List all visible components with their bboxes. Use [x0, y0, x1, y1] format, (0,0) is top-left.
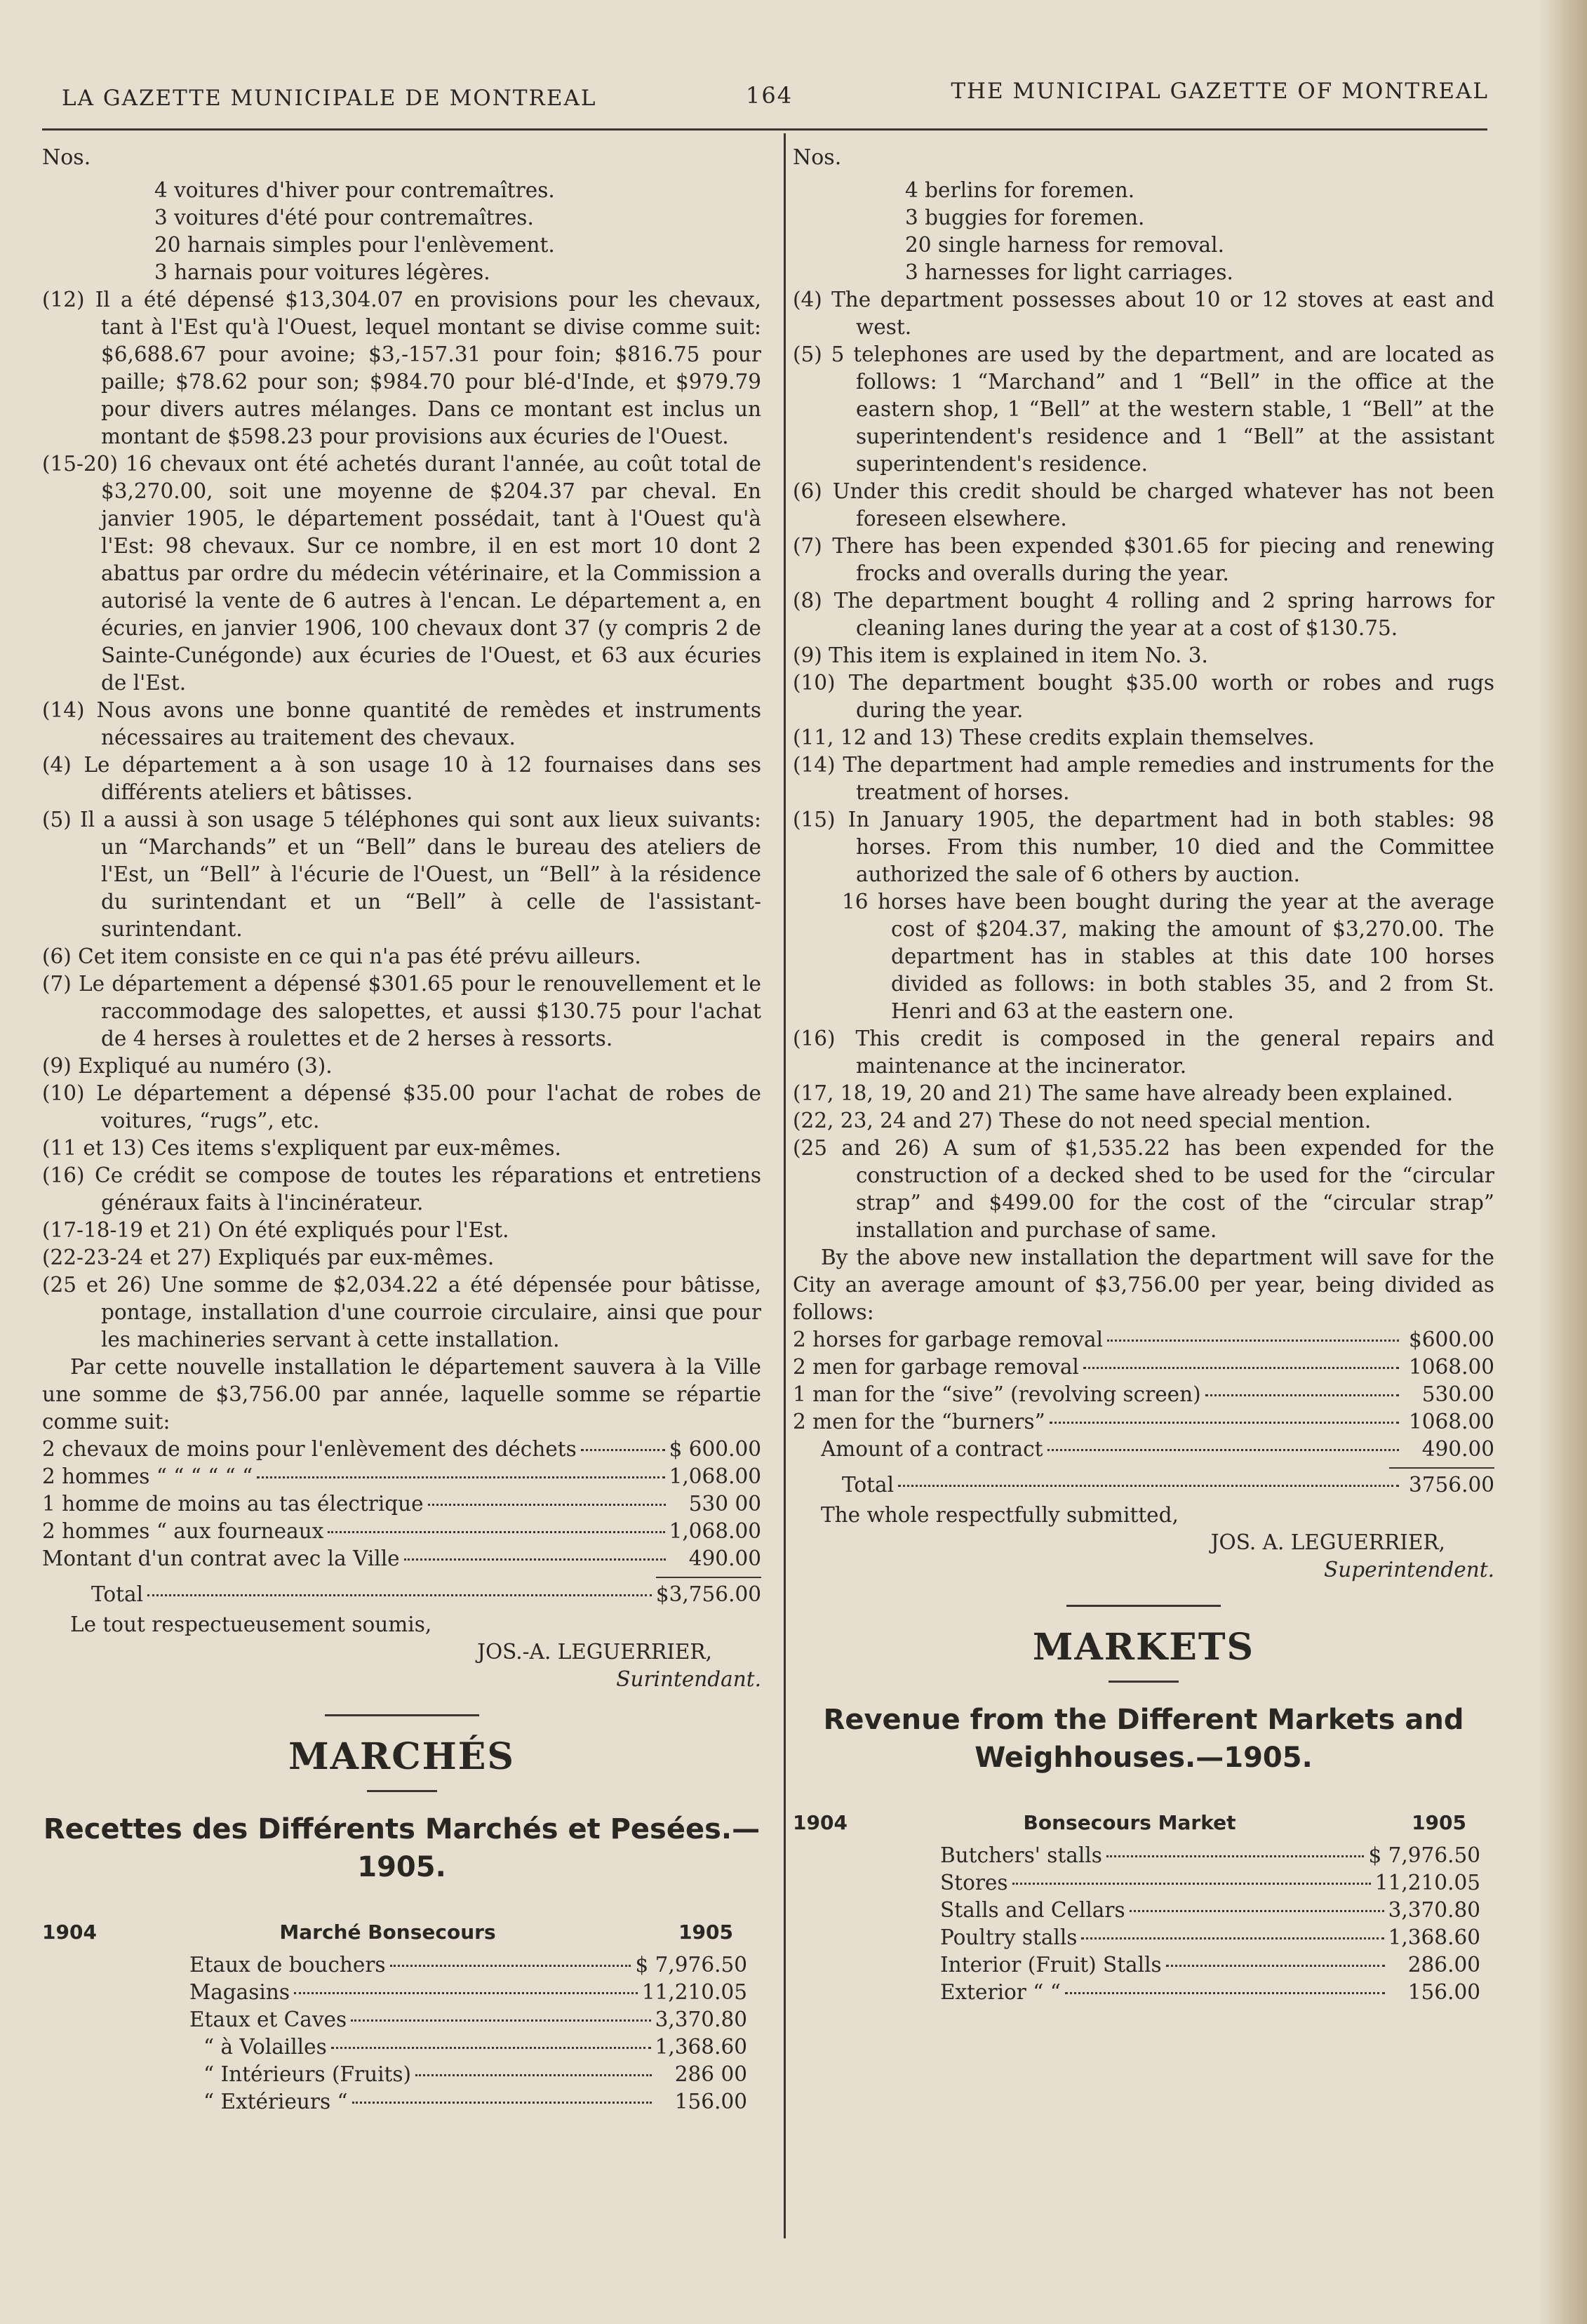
header-french-title: LA GAZETTE MUNICIPALE DE MONTREAL [62, 86, 597, 111]
report-paragraph: (15) In January 1905, the department had in both stables: 98 horses. From this number, 10 died and the Committee authorized the sale of 6 others by auction. [793, 808, 1494, 886]
section-subtitle: Revenue from the Different Markets and Weighhouses.—1905. [823, 1704, 1464, 1774]
report-paragraph: (22-23-24 et 27) Expliqués par eux-mêmes. [42, 1246, 495, 1269]
list-item: 4 voitures d'hiver pour contremaîtres. [154, 178, 555, 202]
header-english-title: THE MUNICIPAL GAZETTE OF MONTREAL [951, 79, 1489, 104]
report-paragraph: (22, 23, 24 and 27) These do not need special mention. [793, 1109, 1372, 1133]
list-item: 3 harnesses for light carriages. [905, 260, 1233, 284]
market-row: Etaux et Caves 3,370.80 [189, 2008, 747, 2031]
report-paragraph: (14) The department had ample remedies and instruments for the treatment of horses. [793, 753, 1494, 804]
report-paragraph: (15-20) 16 chevaux ont été achetés durant l'année, au coût total de $3,270.00, soit une moyenne de $204.37 par cheval. En janvier 1905, le département possédait, tant à l'Ouest qu'à l'Est: 98 chevaux. Sur ce nombre, il en est mort 10 dont 2 abattus par ordre du médecin vétérinaire, et la Commission a autorisé la vente de 6 autres à l'encan. Le département a, en écuries, en janvier 1906, 100 chevaux dont 37 (y compris 2 de Sainte-Cunégonde) aux écuries de l'Ouest, et 63 aux écuries de l'Est. [42, 452, 761, 695]
report-paragraph: (11, 12 and 13) These credits explain themselves. [793, 726, 1315, 749]
section-title: MARKETS [1032, 1626, 1255, 1669]
french-column [42, 144, 761, 2116]
report-paragraph: (10) Le département a dépensé $35.00 pour l'achat de robes de voitures, “rugs”, etc. [42, 1081, 761, 1133]
list-item: 20 harnais simples pour l'enlèvement. [154, 233, 555, 257]
page-number: 164 [746, 82, 794, 109]
report-paragraph: (5) 5 telephones are used by the department, and are located as follows: 1 “Marchand” and 1 “Bell” in the office at the eastern shop, 1 “Bell” at the western stable, 1 “Bell” at the superintendent's residence and 1 “Bell” at the assistant superintendent's residence. [793, 342, 1494, 476]
savings-table [42, 1436, 761, 1608]
signatory-name: JOS. A. LEGUERRIER, [1210, 1530, 1445, 1554]
market-row: “ Intérieurs (Fruits) 286 00 [203, 2062, 747, 2086]
list-item: 20 single harness for removal. [905, 233, 1224, 257]
year-1905-label: 1905 [678, 1921, 733, 1944]
market-row: Butchers' stalls $ 7,976.50 [940, 1843, 1480, 1867]
nos-label: Nos. [793, 145, 842, 170]
report-paragraph: (7) There has been expended $301.65 for piecing and renewing frocks and overalls during the year. [793, 534, 1494, 585]
list-item: 3 voitures d'été pour contremaîtres. [154, 206, 534, 229]
report-paragraph: (16) Ce crédit se compose de toutes les réparations et entretiens généraux faits à l'incinérateur. [42, 1163, 761, 1215]
report-paragraph: (25 et 26) Une somme de $2,034.22 a été dépensée pour bâtisse, pontage, installation d'une courroie circulaire, ainsi que pour les machineries servant à cette installation. [42, 1273, 761, 1351]
signatory-title: Superintendent. [1324, 1558, 1494, 1582]
report-paragraph: (4) Le département a à son usage 10 à 12 fournaises dans ses différents ateliers et bâtisses. [42, 753, 761, 804]
year-1905-label: 1905 [1412, 1811, 1466, 1834]
savings-row: 2 hommes “ aux fourneaux 1,068.00 [42, 1519, 761, 1543]
report-paragraph: (12) Il a été dépensé $13,304.07 en provisions pour les chevaux, tant à l'Est qu'à l'Ouest, lequel montant se divise comme suit: $6,688.67 pour avoine; $3,-157.31 pour foin; $816.75 pour paille; $78.62 pour son; $984.70 pour blé-d'Inde, et $979.79 pour divers autres mélanges. Dans ce montant est inclus un montant de $598.23 pour provisions aux écuries de l'Ouest. [42, 288, 761, 448]
market-header [42, 1918, 761, 1946]
savings-total: Total 3756.00 [842, 1473, 1494, 1497]
title-rule [367, 1790, 437, 1792]
report-paragraph: (5) Il a aussi à son usage 5 téléphones qui sont aux lieux suivants: un “Marchands” et un “Bell” dans le bureau des ateliers de l'Est, un “Bell” à l'écurie de l'Ouest, un “Bell” à la résidence du surintendant et un “Bell” à celle de l'assistant-surintendant. [42, 808, 761, 941]
savings-row: 2 chevaux de moins pour l'enlèvement des déchets $ 600.00 [42, 1437, 761, 1461]
signatory-name: JOS.-A. LEGUERRIER, [477, 1640, 712, 1664]
report-paragraph: (16) This credit is composed in the general repairs and maintenance at the incinerator. [793, 1027, 1494, 1078]
list-item: 3 harnais pour voitures légères. [154, 260, 490, 284]
total-rule [1389, 1467, 1494, 1469]
market-row: Stalls and Cellars 3,370.80 [940, 1898, 1480, 1922]
title-rule [1109, 1681, 1179, 1683]
market-row: “ à Volailles 1,368.60 [203, 2035, 747, 2059]
closing-line: The whole respectfully submitted, [821, 1503, 1179, 1527]
english-column [793, 144, 1494, 2006]
page-header [62, 79, 1489, 121]
section-rule [1066, 1605, 1221, 1607]
market-table [793, 1842, 1494, 2006]
market-row: Etaux de bouchers $ 7,976.50 [189, 1953, 747, 1977]
market-name: Marché Bonsecours [279, 1921, 496, 1944]
year-1904-label: 1904 [42, 1921, 97, 1944]
market-row: “ Extérieurs “ 156.00 [203, 2090, 747, 2113]
savings-row: 1 homme de moins au tas électrique 530 00 [42, 1492, 761, 1516]
report-paragraph: (14) Nous avons une bonne quantité de remèdes et instruments nécessaires au traitement des chevaux. [42, 698, 761, 749]
section-subtitle: Recettes des Différents Marchés et Pesées.—1905. [43, 1813, 761, 1883]
savings-table [793, 1326, 1494, 1499]
report-paragraph: (4) The department possesses about 10 or 12 stoves at east and west. [793, 288, 1494, 339]
market-name: Bonsecours Market [1023, 1811, 1236, 1834]
savings-total: Total $3,756.00 [91, 1582, 761, 1606]
market-row: Exterior “ “ 156.00 [940, 1980, 1480, 2004]
market-table [42, 1951, 761, 2116]
savings-row: 2 men for garbage removal 1068.00 [793, 1355, 1494, 1379]
report-paragraph: (17-18-19 et 21) On été expliqués pour l'Est. [42, 1218, 509, 1242]
column-divider [784, 133, 786, 2238]
signatory-title: Surintendant. [616, 1667, 761, 1691]
savings-row: 2 horses for garbage removal $600.00 [793, 1328, 1494, 1351]
report-paragraph: (9) This item is explained in item No. 3. [793, 643, 1208, 667]
savings-row: 2 men for the “burners” 1068.00 [793, 1410, 1494, 1434]
savings-row: Amount of a contract 490.00 [821, 1437, 1494, 1461]
report-paragraph: (11 et 13) Ces items s'expliquent par eux-mêmes. [42, 1136, 561, 1160]
report-paragraph: (25 and 26) A sum of $1,535.22 has been expended for the construction of a decked shed to be used for the “circular strap” and $499.00 for the cost of the “circular strap” installation and purchase of same. [793, 1136, 1494, 1242]
savings-summary: By the above new installation the department will save for the City an average amount of $3,756.00 per year, being divided as follows: [793, 1246, 1494, 1324]
report-paragraph: (10) The department bought $35.00 worth or robes and rugs during the year. [793, 671, 1494, 722]
list-item: 3 buggies for foremen. [905, 206, 1145, 229]
page-edge-shadow [1538, 0, 1587, 2324]
market-header [793, 1809, 1494, 1836]
header-rule [42, 128, 1487, 131]
report-paragraph: (6) Under this credit should be charged whatever has not been foreseen elsewhere. [793, 479, 1494, 530]
report-paragraph: (9) Expliqué au numéro (3). [42, 1054, 333, 1078]
market-row: Poultry stalls 1,368.60 [940, 1925, 1480, 1949]
market-row: Stores 11,210.05 [940, 1871, 1480, 1895]
total-rule [656, 1577, 761, 1578]
nos-label: Nos. [42, 145, 91, 170]
list-item: 4 berlins for foremen. [905, 178, 1135, 202]
section-title: MARCHÉS [288, 1735, 515, 1778]
market-row: Interior (Fruit) Stalls 286.00 [940, 1953, 1480, 1977]
report-paragraph: (17, 18, 19, 20 and 21) The same have already been explained. [793, 1081, 1454, 1105]
section-rule [325, 1714, 479, 1716]
year-1904-label: 1904 [793, 1811, 848, 1834]
savings-summary: Par cette nouvelle installation le département sauvera à la Ville une somme de $3,756.00 par année, laquelle somme se répartie comme suit: [42, 1355, 761, 1434]
report-paragraph: (8) The department bought 4 rolling and 2 spring harrows for cleaning lanes during the year at a cost of $130.75. [793, 589, 1494, 640]
report-paragraph: 16 horses have been bought during the year at the average cost of $204.37, making the amount of $3,270.00. The department has in stables at this date 100 horses divided as follows: in both stables 35, and 2 from St. Henri and 63 at the eastern one. [842, 890, 1494, 1023]
savings-row: 1 man for the “sive” (revolving screen) 530.00 [793, 1382, 1494, 1406]
report-paragraph: (6) Cet item consiste en ce qui n'a pas été prévu ailleurs. [42, 944, 641, 968]
report-paragraph: (7) Le département a dépensé $301.65 pour le renouvellement et le raccommodage des salopettes, et aussi $130.75 pour l'achat de 4 herses à roulettes et de 2 herses à ressorts. [42, 972, 761, 1050]
savings-row: Montant d'un contrat avec la Ville 490.00 [42, 1547, 761, 1570]
market-row: Magasins 11,210.05 [189, 1980, 747, 2004]
savings-row: 2 hommes “ “ “ “ “ “ 1,068.00 [42, 1464, 761, 1488]
closing-line: Le tout respectueusement soumis, [70, 1612, 432, 1636]
